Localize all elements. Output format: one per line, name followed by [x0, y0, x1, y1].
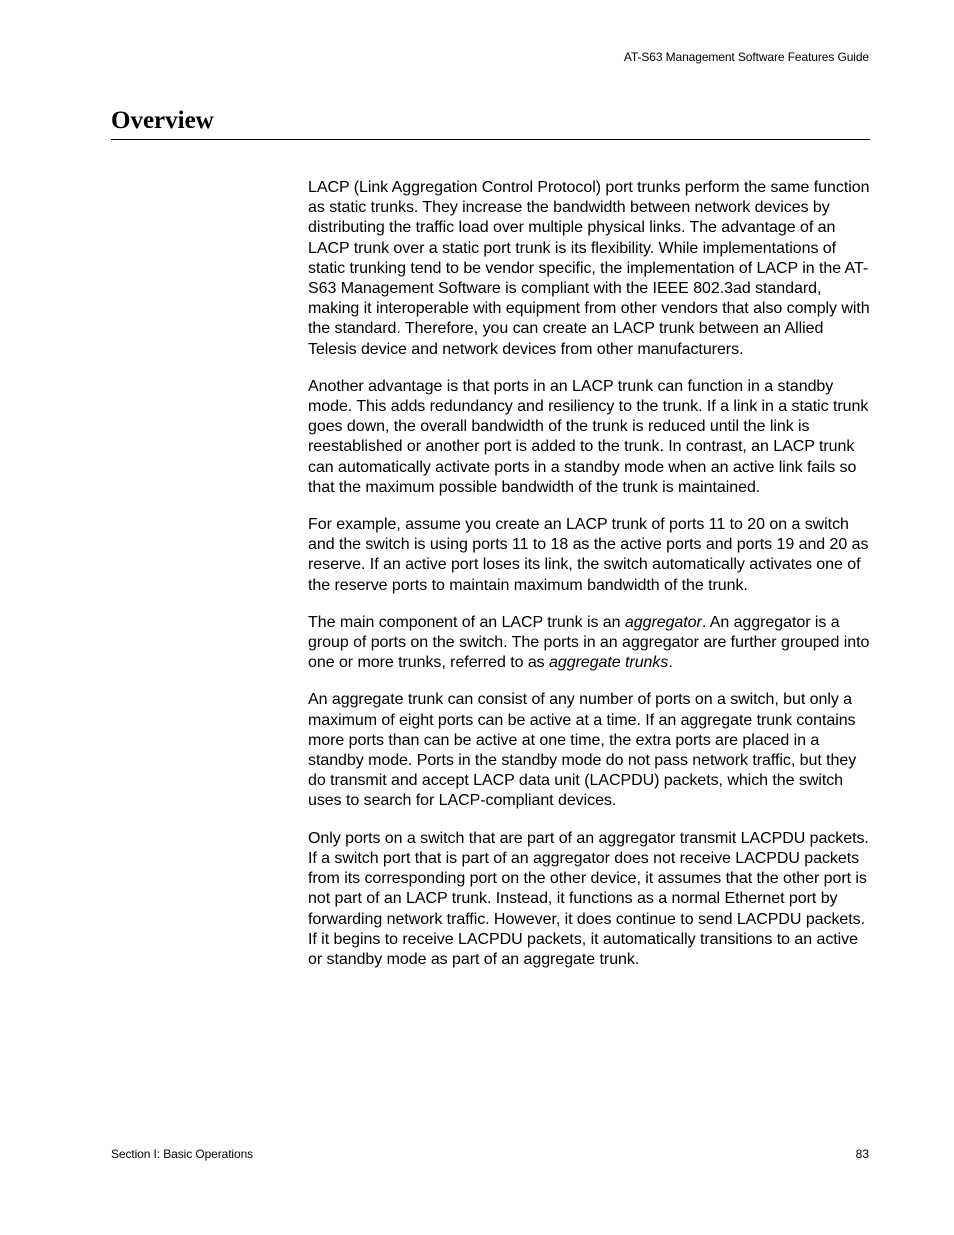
- paragraph-lacp-intro: LACP (Link Aggregation Control Protocol) port trunks perform the same function as static trunks. They increase the bandwidth between network devices by distributing the traffic load over multiple physical links. The advantage of an LACP trunk over a static port trunk is its flexibility. While implementations of static trunking tend to be vendor specific, the implementation of LACP in the AT-S63 Management Software is compliant with the IEEE 802.3ad standard, making it interoperable with equipment from other vendors that also comply with the standard. Therefore, you can create an LACP trunk between an Allied Telesis device and network devices from other manufacturers.: [308, 179, 870, 358]
- paragraph-aggregator: [308, 613, 874, 674]
- body-text: [308, 178, 874, 987]
- aggregator-text-part-2: . An aggregator is a group of ports on the switch. The ports in an aggregator are further grouped into one or more trunks, referred to as: [308, 613, 870, 672]
- paragraph-example: For example, assume you create an LACP trunk of ports 11 to 20 on a switch and the switch is using ports 11 to 18 as the active ports and ports 19 and 20 as reserve. If an active port loses its link, the switch automatically activates one of the reserve ports to maintain maximum bandwidth of the trunk.: [308, 516, 869, 594]
- paragraph-aggregate-trunk: An aggregate trunk can consist of any number of ports on a switch, but only a maximum of eight ports can be active at a time. If an aggregate trunk contains more ports than can be active at one time, the extra ports are placed in a standby mode. Ports in the standby mode do not pass network traffic, but they do transmit and accept LACP data unit (LACPDU) packets, which the switch uses to search for LACP-compliant devices.: [308, 691, 857, 810]
- paragraph-standby-advantage: Another advantage is that ports in an LACP trunk can function in a standby mode. This adds redundancy and resiliency to the trunk. If a link in a static trunk goes down, the overall bandwidth of the trunk is reduced until the link is reestablished or another port is added to the trunk. In contrast, an LACP trunk can automatically activate ports in a standby mode when an active link fails so that the maximum possible bandwidth of the trunk is maintained.: [308, 377, 869, 496]
- title-rule: [111, 139, 870, 140]
- footer-section-label: Section I: Basic Operations: [111, 1147, 254, 1161]
- footer-page-number: 83: [855, 1147, 869, 1161]
- aggregator-text-part-1: The main component of an LACP trunk is an: [308, 613, 625, 631]
- aggregator-text-part-3: .: [668, 654, 673, 672]
- section-title: Overview: [111, 107, 214, 134]
- paragraph-lacpdu: Only ports on a switch that are part of an aggregator transmit LACPDU packets. If a switch port that is part of an aggregator does not receive LACPDU packets from its corresponding port on the other device, it assumes that the other port is not part of an LACP trunk. Instead, it functions as a normal Ethernet port by forwarding network traffic. However, it does continue to send LACPDU packets. If it begins to receive LACPDU packets, it automatically transitions to an active or standby mode as part of an aggregate trunk.: [308, 829, 869, 968]
- running-header: AT-S63 Management Software Features Guide: [623, 50, 869, 64]
- aggregate-trunks-term: aggregate trunks: [549, 654, 669, 672]
- aggregator-term: aggregator: [624, 613, 702, 631]
